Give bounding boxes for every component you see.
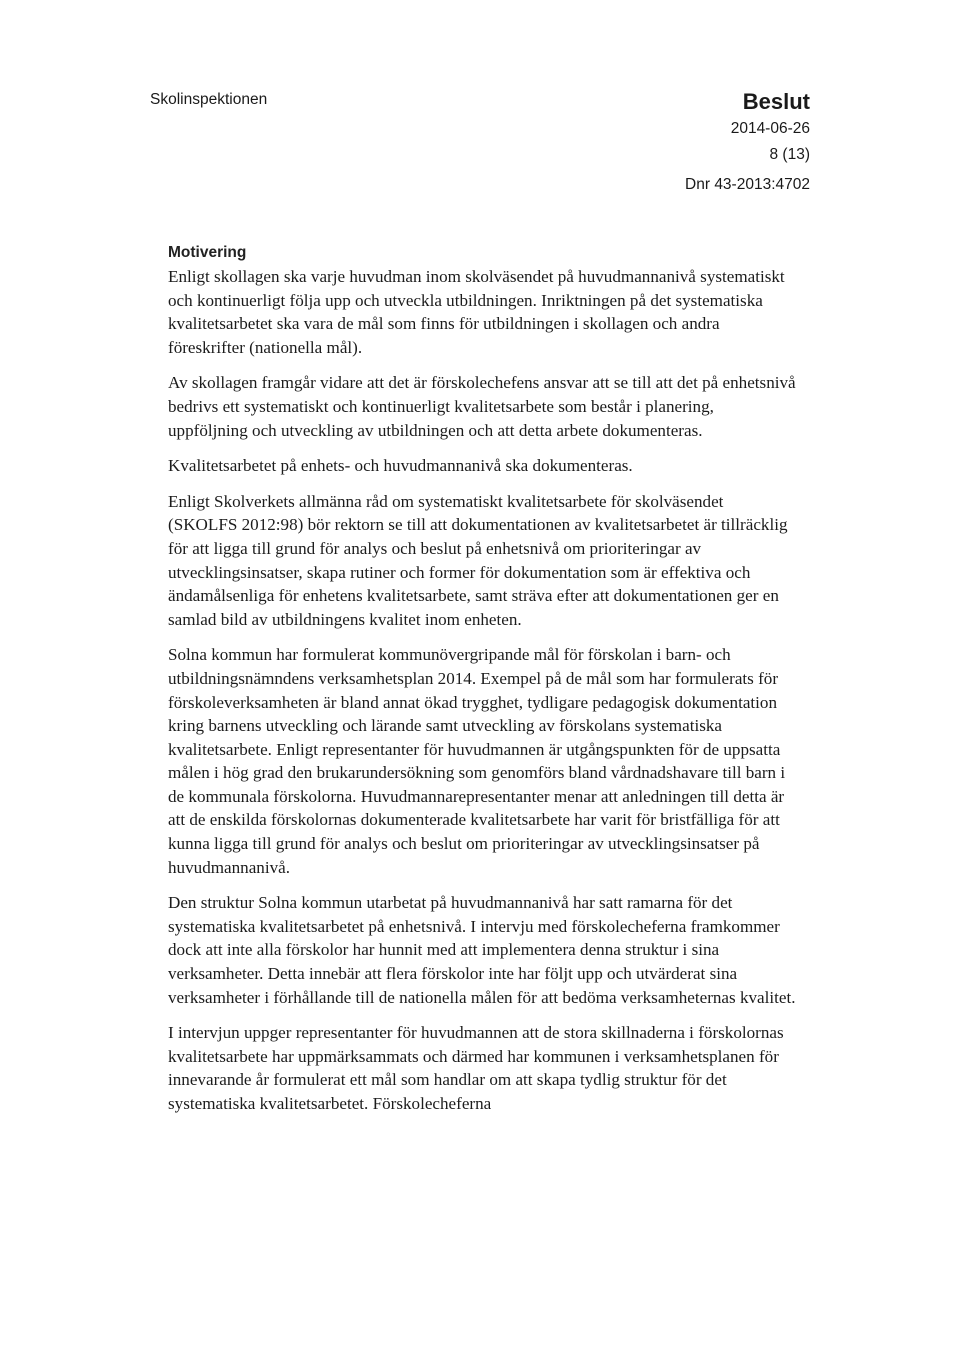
reference-number: Dnr 43-2013:4702 [685,176,810,193]
body-paragraph: Kvalitetsarbetet på enhets- och huvudmannanivå ska dokumenteras. [168,456,633,476]
page-number: 8 (13) [769,146,810,163]
organization-name: Skolinspektionen [150,91,268,108]
document-header-block [685,88,810,198]
body-paragraph: Av skollagen framgår vidare att det är förskolechefens ansvar att se till att det på enhetsnivå bedrivs ett systematiskt och kontinuerligt kvalitetsarbete som består i planering, uppföljning och utveckling av utbildningen och att detta arbete dokumenteras. [168,373,796,440]
section-heading: Motivering [168,244,247,261]
document-body [168,241,796,1128]
body-paragraph: I intervjun uppger representanter för huvudmannen att de stora skillnaderna i förskolornas kvalitetsarbete har uppmärksammats och därmed har kommunen i verksamhetsplanen för innevarande år formulerat ett mål som handlar om att skapa tydlig struktur för det systematiska kvalitetsarbetet. Förskolecheferna [168,1023,784,1113]
body-paragraph: Solna kommun har formulerat kommunövergripande mål för förskolan i barn- och utbildningsnämndens verksamhetsplan 2014. Exempel på de mål som har formulerats för förskoleverksamheten är bland annat ökad trygghet, tydligare pedagogisk dokumentation kring barnens utveckling och lärande samt utveckling av förskolans systematiska kvalitetsarbete. Enligt representanter för huvudmannen är utgångspunkten för de uppsatta målen i hög grad den brukarundersökning som genomförs bland vårdnadshavare till barn i de kommunala förskolorna. Huvudmannarepresentanter menar att anledningen till detta är att de enskilda förskolornas dokumenterade kvalitetsarbete har varit för bristfälliga för att kunna ligga till grund för analys och beslut om prioriteringar av utvecklingsinsatser på huvudmannanivå. [168,645,786,877]
body-paragraph: Den struktur Solna kommun utarbetat på huvudmannanivå har satt ramarna för det systematiska kvalitetsarbetet på enhetsnivå. I intervju med förskolecheferna framkommer dock att inte alla förskolor har hunnit med att implementera denna struktur i sina verksamheter. Detta innebär att flera förskolor inte har följt upp och utvärderat sina verksamheter i förhållande till de nationella målen för att bedöma verksamheternas kvalitet. [168,893,796,1007]
body-paragraph: Enligt Skolverkets allmänna råd om systematiskt kvalitetsarbete för skolväsendet (SKOLFS 2012:98) bör rektorn se till att dokumentationen av kvalitetsarbetet är tillräcklig för att ligga till grund för analys och beslut på enhetsnivå om prioriteringar av utvecklingsinsatser, skapa rutiner och former för dokumentation som är effektiva och ändamålsenliga för enhetens kvalitetsarbete, samt sträva efter att dokumentationen ger en samlad bild av utbildningens kvalitet inom enheten. [168,491,788,629]
body-paragraph: Enligt skollagen ska varje huvudman inom skolväsendet på huvudmannanivå systematiskt och kontinuerligt följa upp och utveckla utbildningen. Inriktningen på det systematiska kvalitetsarbetet ska vara de mål som finns för utbildningen i skollagen och andra föreskrifter (nationella mål). [168,267,785,357]
document-type: Beslut [742,89,810,114]
document-date: 2014-06-26 [730,120,810,137]
